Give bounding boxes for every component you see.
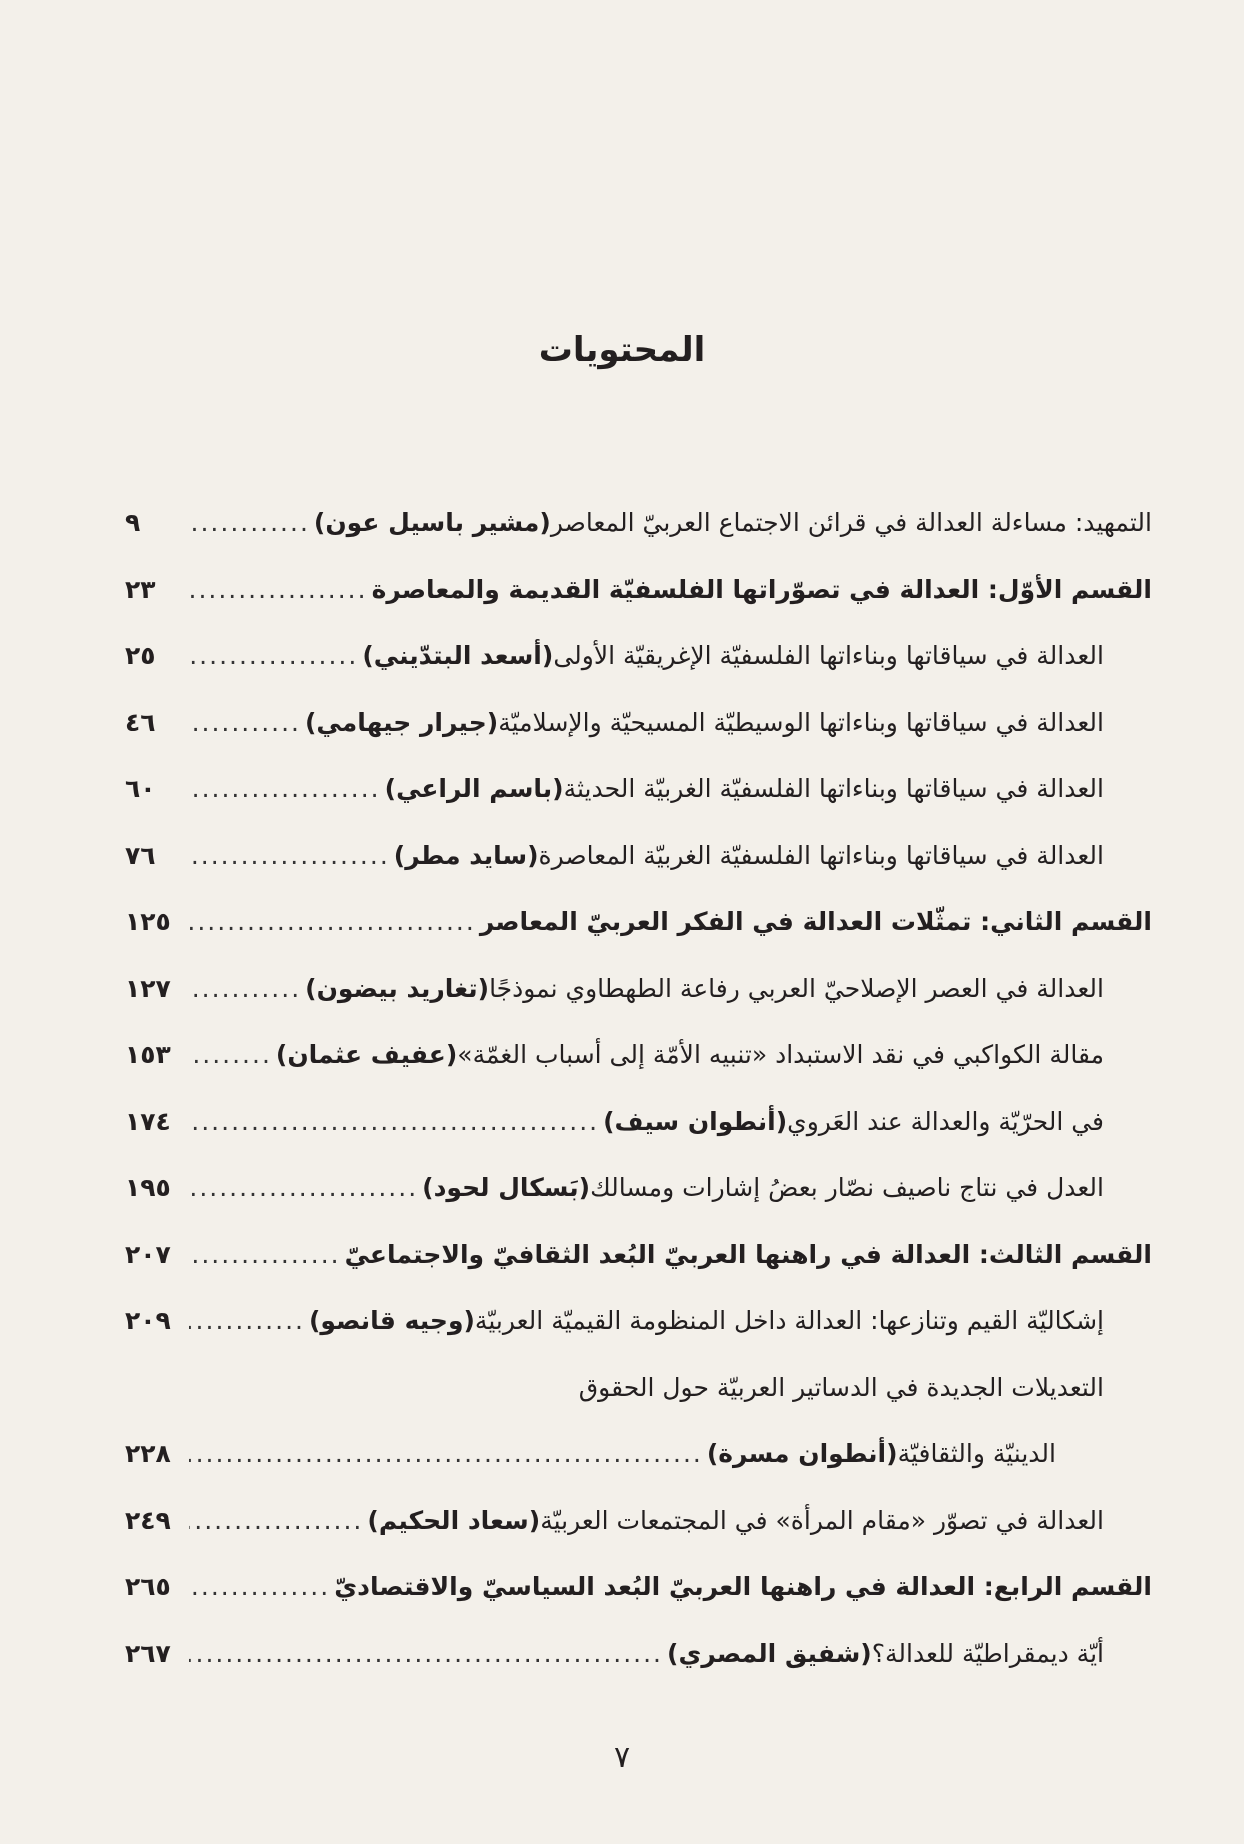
entry-page: ٤٦ xyxy=(125,707,156,737)
entry-author: (سعاد الحكيم) xyxy=(367,1505,541,1535)
entry-title: العدالة في سياقاتها وبناءاتها الفلسفيّة الإغريقيّة الأولى xyxy=(553,641,1104,670)
entry-author: (عفيف عثمان) xyxy=(275,1040,458,1069)
entry-author: (أنطوان مسرة) xyxy=(706,1439,898,1468)
entry-title: التعديلات الجديدة في الدساتير العربيّة حول الحقوق xyxy=(578,1372,1104,1402)
entry-title: العدالة في العصر الإصلاحيّ العربي رفاعة الطهطاوي نموذجًا xyxy=(489,973,1104,1003)
entry-author: (باسم الراعي) xyxy=(384,774,564,803)
entry-title: في الحرّيّة والعدالة عند العَروي xyxy=(787,1106,1104,1136)
entry-title: القسم الثاني: تمثّلات العدالة في الفكر العربيّ المعاصر xyxy=(479,907,1152,936)
entry-author: (وجيه قانصو) xyxy=(308,1306,475,1335)
page-title: المحتويات xyxy=(538,330,706,370)
toc-entry xyxy=(125,1639,1152,1706)
dot-leader xyxy=(189,1240,341,1269)
entry-page: ٧٦ xyxy=(125,840,156,870)
entry-title: أيّة ديمقراطيّة للعدالة؟ xyxy=(871,1638,1104,1668)
entry-page: ١٢٥ xyxy=(125,907,171,936)
entry-author: (بَسكال لحود) xyxy=(422,1173,591,1202)
entry-page: ٢٦٥ xyxy=(125,1572,171,1601)
entry-page: ٢٢٨ xyxy=(125,1439,171,1468)
entry-page: ٢٥ xyxy=(125,641,156,670)
entry-page: ٢٠٧ xyxy=(125,1239,171,1269)
toc-entry xyxy=(125,774,1152,841)
toc-entry xyxy=(125,641,1152,708)
toc-section-entry xyxy=(125,575,1152,642)
toc-entry xyxy=(125,974,1152,1041)
entry-title: العدالة في سياقاتها وبناءاتها الفلسفيّة الغربيّة المعاصرة xyxy=(538,840,1104,870)
toc-entry xyxy=(125,1506,1152,1573)
dot-leader xyxy=(189,1639,663,1668)
dot-leader xyxy=(189,774,381,803)
entry-page: ١٢٧ xyxy=(125,973,171,1003)
toc-section-entry xyxy=(125,907,1152,974)
dot-leader xyxy=(189,708,301,737)
dot-leader xyxy=(189,1506,363,1535)
toc-entry xyxy=(125,1107,1152,1174)
entry-title: العدالة في تصوّر «مقام المرأة» في المجتمعات العربيّة xyxy=(540,1505,1104,1535)
entry-page: ٦٠ xyxy=(125,774,156,803)
dot-leader xyxy=(189,1173,418,1202)
entry-author: (أنطوان سيف) xyxy=(603,1106,788,1136)
toc-section-entry xyxy=(125,1240,1152,1307)
entry-title: العدالة في سياقاتها وبناءاتها الفلسفيّة الغربيّة الحديثة xyxy=(563,774,1104,803)
dot-leader xyxy=(189,575,368,604)
entry-title: القسم الثالث: العدالة في راهنها العربيّ البُعد الثقافيّ والاجتماعيّ xyxy=(344,1239,1152,1269)
dot-leader xyxy=(189,1306,305,1335)
entry-page: ٢٦٧ xyxy=(125,1638,171,1668)
toc-entry xyxy=(125,1040,1152,1107)
toc-entry xyxy=(125,708,1152,775)
dot-leader xyxy=(189,641,358,670)
table-of-contents xyxy=(125,508,1152,1705)
entry-page: ٩ xyxy=(125,508,141,537)
dot-leader xyxy=(189,841,390,870)
entry-page: ٢٤٩ xyxy=(125,1505,171,1535)
entry-page: ٢٣ xyxy=(125,574,156,604)
toc-entry xyxy=(125,1439,1152,1506)
entry-title: الدينيّة والثقافيّة xyxy=(897,1439,1056,1468)
entry-title: القسم الرابع: العدالة في راهنها العربيّ البُعد السياسيّ والاقتصاديّ xyxy=(334,1572,1152,1601)
entry-author: (أسعد البتدّيني) xyxy=(362,641,554,670)
toc-entry xyxy=(125,1173,1152,1240)
dot-leader xyxy=(189,1040,272,1069)
dot-leader xyxy=(189,508,310,537)
entry-title: إشكاليّة القيم وتنازعها: العدالة داخل المنظومة القيميّة العربيّة xyxy=(474,1306,1104,1335)
entry-author: (مشير باسيل عون) xyxy=(313,508,551,537)
toc-section-entry xyxy=(125,1572,1152,1639)
dot-leader xyxy=(189,1107,599,1136)
entry-title: التمهيد: مساءلة العدالة في قرائن الاجتماع العربيّ المعاصر xyxy=(550,508,1152,537)
toc-entry xyxy=(125,1373,1152,1440)
page-number: ٧ xyxy=(613,1740,631,1775)
toc-entry xyxy=(125,508,1152,575)
dot-leader xyxy=(189,1439,703,1468)
entry-title: القسم الأوّل: العدالة في تصوّراتها الفلسفيّة القديمة والمعاصرة xyxy=(371,574,1152,604)
entry-title: مقالة الكواكبي في نقد الاستبداد «تنبيه الأمّة إلى أسباب الغمّة» xyxy=(457,1040,1104,1069)
entry-page: ١٧٤ xyxy=(125,1106,171,1136)
toc-entry xyxy=(125,1306,1152,1373)
entry-title: العدل في نتاج ناصيف نصّار بعضُ إشارات ومسالك xyxy=(590,1173,1104,1202)
entry-author: (جيرار جيهامي) xyxy=(305,707,499,737)
entry-title: العدالة في سياقاتها وبناءاتها الوسيطيّة المسيحيّة والإسلاميّة xyxy=(498,707,1104,737)
entry-page: ٢٠٩ xyxy=(125,1306,171,1335)
entry-page: ١٩٥ xyxy=(125,1173,171,1202)
dot-leader xyxy=(189,1572,330,1601)
dot-leader xyxy=(189,907,476,936)
toc-entry xyxy=(125,841,1152,908)
entry-page: ١٥٣ xyxy=(125,1040,171,1069)
entry-author: (سايد مطر) xyxy=(393,840,539,870)
entry-author: (تغاريد بيضون) xyxy=(305,973,490,1003)
entry-author: (شفيق المصري) xyxy=(667,1638,872,1668)
dot-leader xyxy=(189,974,301,1003)
